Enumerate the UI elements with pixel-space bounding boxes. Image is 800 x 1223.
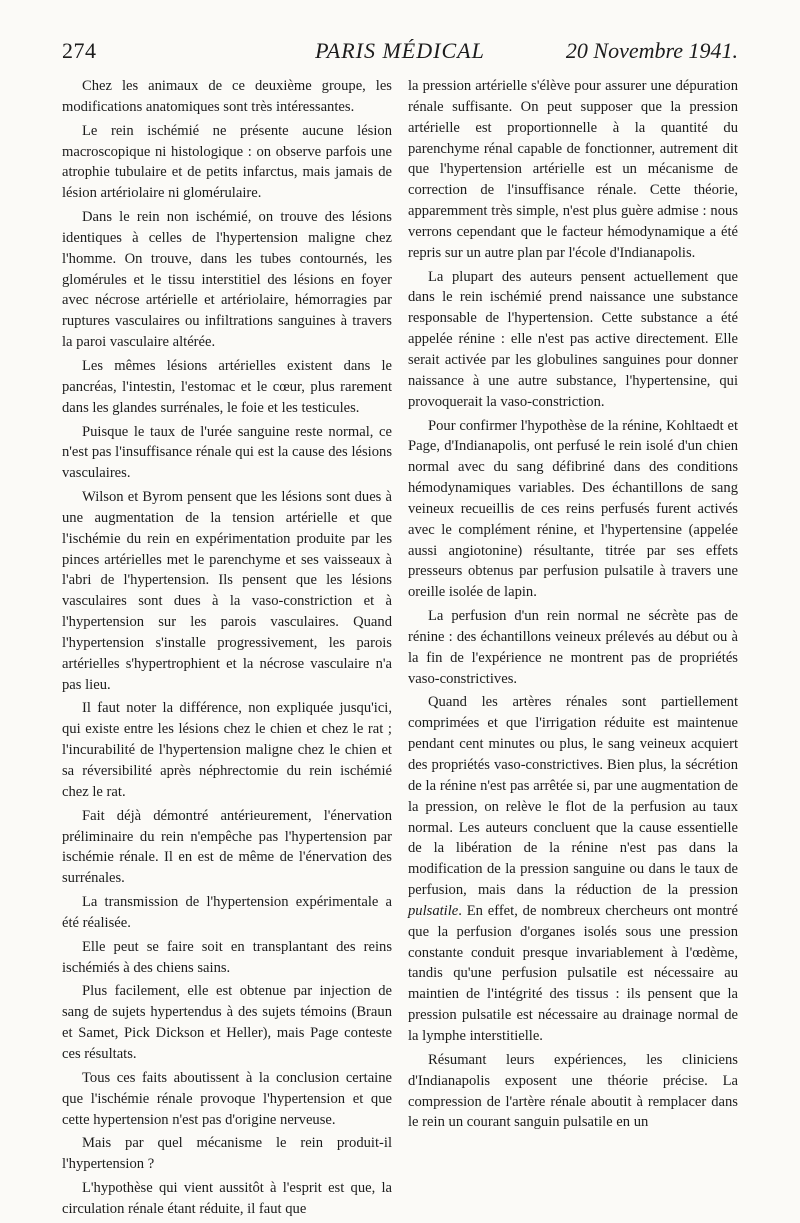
- page-number: 274: [62, 38, 97, 63]
- paragraph: Résumant leurs expériences, les cliniciens d'Indianapolis exposent une théorie précise. La compression de l'artère rénale aboutit à remplacer dans le rein un courant sanguin pulsatile en un: [408, 1051, 738, 1131]
- issue-date: 20 Novembre 1941.: [565, 38, 738, 63]
- right-column: [408, 76, 738, 1136]
- page-header: [62, 38, 738, 74]
- paragraph: Wilson et Byrom pensent que les lésions sont dues à une augmentation de la tension artérielle et que l'ischémie du rein en expérimentation produite par les pinces artérielles met le parenchyme et ses vaisseaux à l'abri de l'hypertension. Ils pensent que les lésions vasculaires sont dues à la vaso-constriction et à l'hypertension sur les parois vasculaires. Quand l'hypertension s'installe progressivement, les parois artérielles s'hypertrophient et la nécrose vasculaire n'a pas lieu.: [62, 489, 392, 693]
- left-column: [62, 76, 392, 1223]
- paragraph-text: Quand les artères rénales sont partiellement comprimées et que l'irrigation réduite est maintenue pendant cent minutes ou plus, le sang veineux acquiert des propriétés vaso-constrictives. Bien plus, la sécrétion de la rénine n'est pas arrêtée si, par une augmentation de la pression, on relève le flot de la perfusion au taux normal. Les auteurs concluent que la cause essentielle de la libération de la rénine n'est pas dans la modification de la pression sanguine ou dans le taux de perfusion, mais dans la réduction de la pression: [408, 694, 738, 899]
- paragraph: Puisque le taux de l'urée sanguine reste normal, ce n'est pas l'insuffisance rénale qui est la cause des lésions vasculaires.: [62, 423, 392, 482]
- paragraph: [408, 692, 738, 1046]
- italic-term: pulsatile: [408, 902, 459, 919]
- paragraph: La transmission de l'hypertension expérimentale a été réalisée.: [62, 894, 392, 931]
- paragraph-continued: la pression artérielle s'élève pour assurer une dépuration rénale suffisante. On peut supposer que la pression artérielle est proportionnelle à la quantité du parenchyme rénal capable de fonctionner, autrement dit que l'hypertension artérielle est un mécanisme de correction de l'insuffisance rénale. Cette théorie, apparemment très simple, n'est plus guère admise : nous verrons cependant que le facteur hémodynamique a été repris sur un autre plan par l'école d'Indianapolis.: [408, 78, 738, 261]
- paragraph-text: . En effet, de nombreux chercheurs ont montré que la perfusion d'organes isolés sous une pression constante conduit presque invariablement à l'œdème, tandis qu'une perfusion pulsatile est nécessaire au maintien de l'intégrité des tissus : ils pensent que la pression pulsatile est nécessaire au drainage normal de la lymphe interstitielle.: [408, 902, 738, 1044]
- paragraph: Il faut noter la différence, non expliquée jusqu'ici, qui existe entre les lésions chez le chien et chez le rat ; l'incurabilité de l'hypertension maligne chez le chien et sa réversibilité après néphrectomie du rein ischémié chez le rat.: [62, 700, 392, 800]
- paragraph: La plupart des auteurs pensent actuellement que dans le rein ischémié prend naissance une substance responsable de l'hypertension. Cette substance a été appelée rénine : elle n'est pas active directement. Elle serait activée par les globulines sanguines pour donner naissance à une autre substance, l'hypertensine, qui provoquerait la vaso-constriction.: [408, 268, 738, 410]
- paragraph: Chez les animaux de ce deuxième groupe, les modifications anatomiques sont très intéressantes.: [62, 78, 392, 115]
- paragraph: Le rein ischémié ne présente aucune lésion macroscopique ni histologique : on observe parfois une atrophie tubulaire et de petits infarctus, mais jamais de lésion artériolaire ni glomérulaire.: [62, 122, 392, 202]
- paragraph: Les mêmes lésions artérielles existent dans le pancréas, l'intestin, l'estomac et le cœur, plus rarement dans les glandes surrénales, le foie et les testicules.: [62, 357, 392, 416]
- journal-title: PARIS MÉDICAL: [315, 38, 485, 63]
- paragraph: Pour confirmer l'hypothèse de la rénine, Kohltaedt et Page, d'Indianapolis, ont perfusé le rein isolé d'un chien normal avec du sang défibriné dans des conditions hémodynamiques variables. Des échantillons de sang veineux recueillis de ces reins perfusés furent activés avec le complément rénine, et l'hypertensine (appelée aussi angiotonine) résultante, titrée par ses effets presseurs obtenus par perfusion pulsatile à travers une oreille isolée de lapin.: [408, 417, 738, 601]
- paragraph: Tous ces faits aboutissent à la conclusion certaine que l'ischémie rénale provoque l'hypertension et que cette hypertension n'est pas d'origine nerveuse.: [62, 1069, 392, 1128]
- paragraph: Fait déjà démontré antérieurement, l'énervation préliminaire du rein n'empêche pas l'hypertension par ischémie rénale. Il en est de même de l'énervation des surrénales.: [62, 807, 392, 887]
- paragraph: L'hypothèse qui vient aussitôt à l'esprit est que, la circulation rénale étant réduite, il faut que: [62, 1180, 392, 1217]
- paragraph: La perfusion d'un rein normal ne sécrète pas de rénine : des échantillons veineux prélevés au début ou à la fin de l'expérience ne montrent pas de propriétés vaso-constrictives.: [408, 608, 738, 687]
- paragraph: Mais par quel mécanisme le rein produit-il l'hypertension ?: [62, 1135, 392, 1173]
- paragraph: Dans le rein non ischémié, on trouve des lésions identiques à celles de l'hypertension maligne chez l'homme. On trouve, dans les tubes contournés, les glomérules et le tissu interstitiel des lésions en foyer avec nécrose artérielle et artériolaire, hémorragies par ruptures vasculaires ou infiltrations sanguines à travers la paroi vasculaire altérée.: [62, 209, 392, 351]
- paragraph: Elle peut se faire soit en transplantant des reins ischémiés à des chiens sains.: [62, 938, 392, 976]
- paragraph: Plus facilement, elle est obtenue par injection de sang de sujets hypertendus à des sujets témoins (Braun et Samet, Pick Dickson et Heller), mais Page conteste ces résultats.: [62, 983, 392, 1062]
